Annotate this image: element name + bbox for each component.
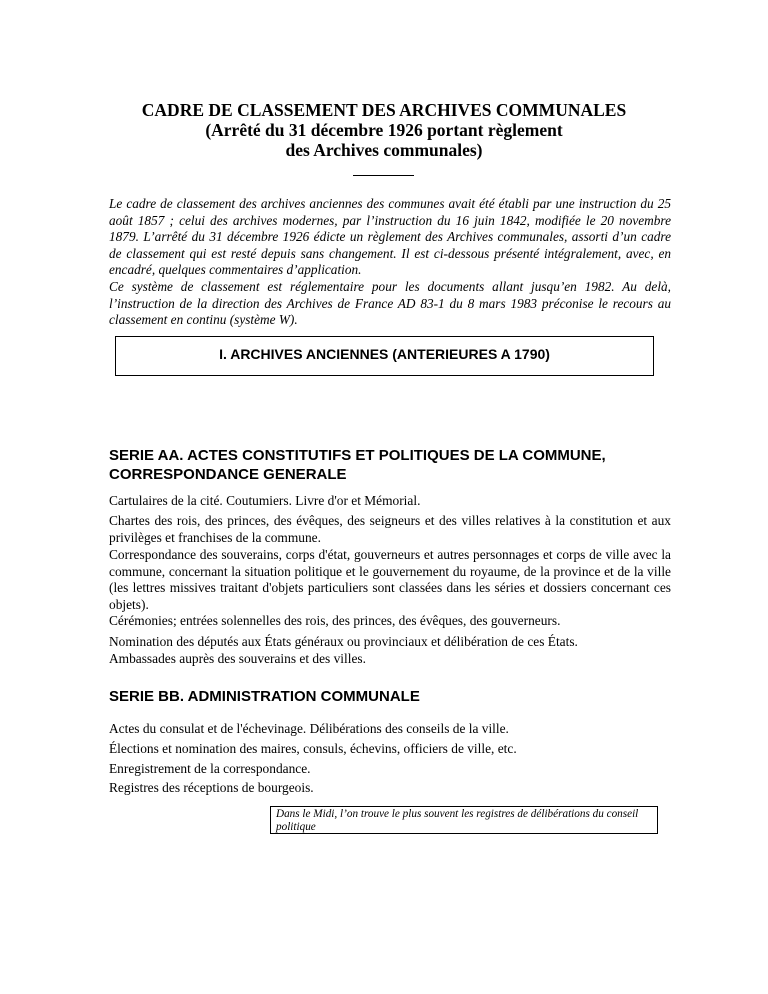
part-heading-box bbox=[115, 336, 654, 376]
part-heading: I. ARCHIVES ANCIENNES (ANTERIEURES A 1790) bbox=[219, 346, 550, 362]
series-bb-item: Élections et nomination des maires, consuls, échevins, officiers de ville, etc. bbox=[109, 741, 517, 756]
series-bb-item: Actes du consulat et de l'échevinage. Délibérations des conseils de la ville. bbox=[109, 721, 509, 736]
series-aa-item: Nomination des députés aux États généraux ou provinciaux et délibération de ces États. bbox=[109, 634, 578, 649]
series-bb-item: Registres des réceptions de bourgeois. bbox=[109, 780, 314, 795]
intro-paragraph: Le cadre de classement des archives anciennes des communes avait été établi par une instruction du 25 août 1857 ; celui des archives modernes, par l’instruction du 16 juin 1842, modifiée le 20 novembre 1879. L’arrêté du 31 décembre 1926 édicte un règlement des Archives communales, assorti d’un cadre de classement qui est resté depuis sans changement. Il est ci-dessous présenté intégralement, avec, en encadré, quelques commentaires d’application. bbox=[109, 196, 671, 277]
series-aa-item: Chartes des rois, des princes, des évêques, des seigneurs et des villes relatives à la constitution et aux privilèges et franchises de la commune. bbox=[109, 513, 671, 545]
series-bb-heading: SERIE BB. ADMINISTRATION COMMUNALE bbox=[109, 688, 420, 705]
intro-paragraph: Ce système de classement est réglementaire pour les documents allant jusqu’en 1982. Au delà, l’instruction de la direction des Archives de France AD 83-1 du 8 mars 1983 préconise le recours au classement en continu (système W). bbox=[109, 279, 671, 327]
series-aa-item: Cérémonies; entrées solennelles des rois, des princes, des évêques, des gouverneurs. bbox=[109, 613, 561, 628]
document-subtitle-line2: des Archives communales) bbox=[285, 140, 483, 160]
application-note-box: Dans le Midi, l’on trouve le plus souvent les registres de délibérations du conseil politique bbox=[270, 806, 658, 834]
series-aa-heading: SERIE AA. ACTES CONSTITUTIFS ET POLITIQUES DE LA COMMUNE, CORRESPONDANCE GENERALE bbox=[109, 447, 606, 483]
title-divider bbox=[353, 175, 414, 176]
series-aa-item: Cartulaires de la cité. Coutumiers. Livre d'or et Mémorial. bbox=[109, 493, 421, 508]
series-bb-item: Enregistrement de la correspondance. bbox=[109, 761, 311, 776]
series-aa-item: Ambassades auprès des souverains et des villes. bbox=[109, 651, 366, 666]
document-title: CADRE DE CLASSEMENT DES ARCHIVES COMMUNALES bbox=[141, 100, 627, 120]
document-subtitle-line1: (Arrêté du 31 décembre 1926 portant règlement bbox=[205, 120, 563, 140]
series-aa-item: Correspondance des souverains, corps d'état, gouverneurs et autres personnages et corps de ville avec la commune, concernant la situation politique et le gouvernement du royaume, de la province et de la ville (les lettres missives traitant d'objets particuliers sont classées dans les séries et dossiers concernant ces objets). bbox=[109, 547, 671, 612]
